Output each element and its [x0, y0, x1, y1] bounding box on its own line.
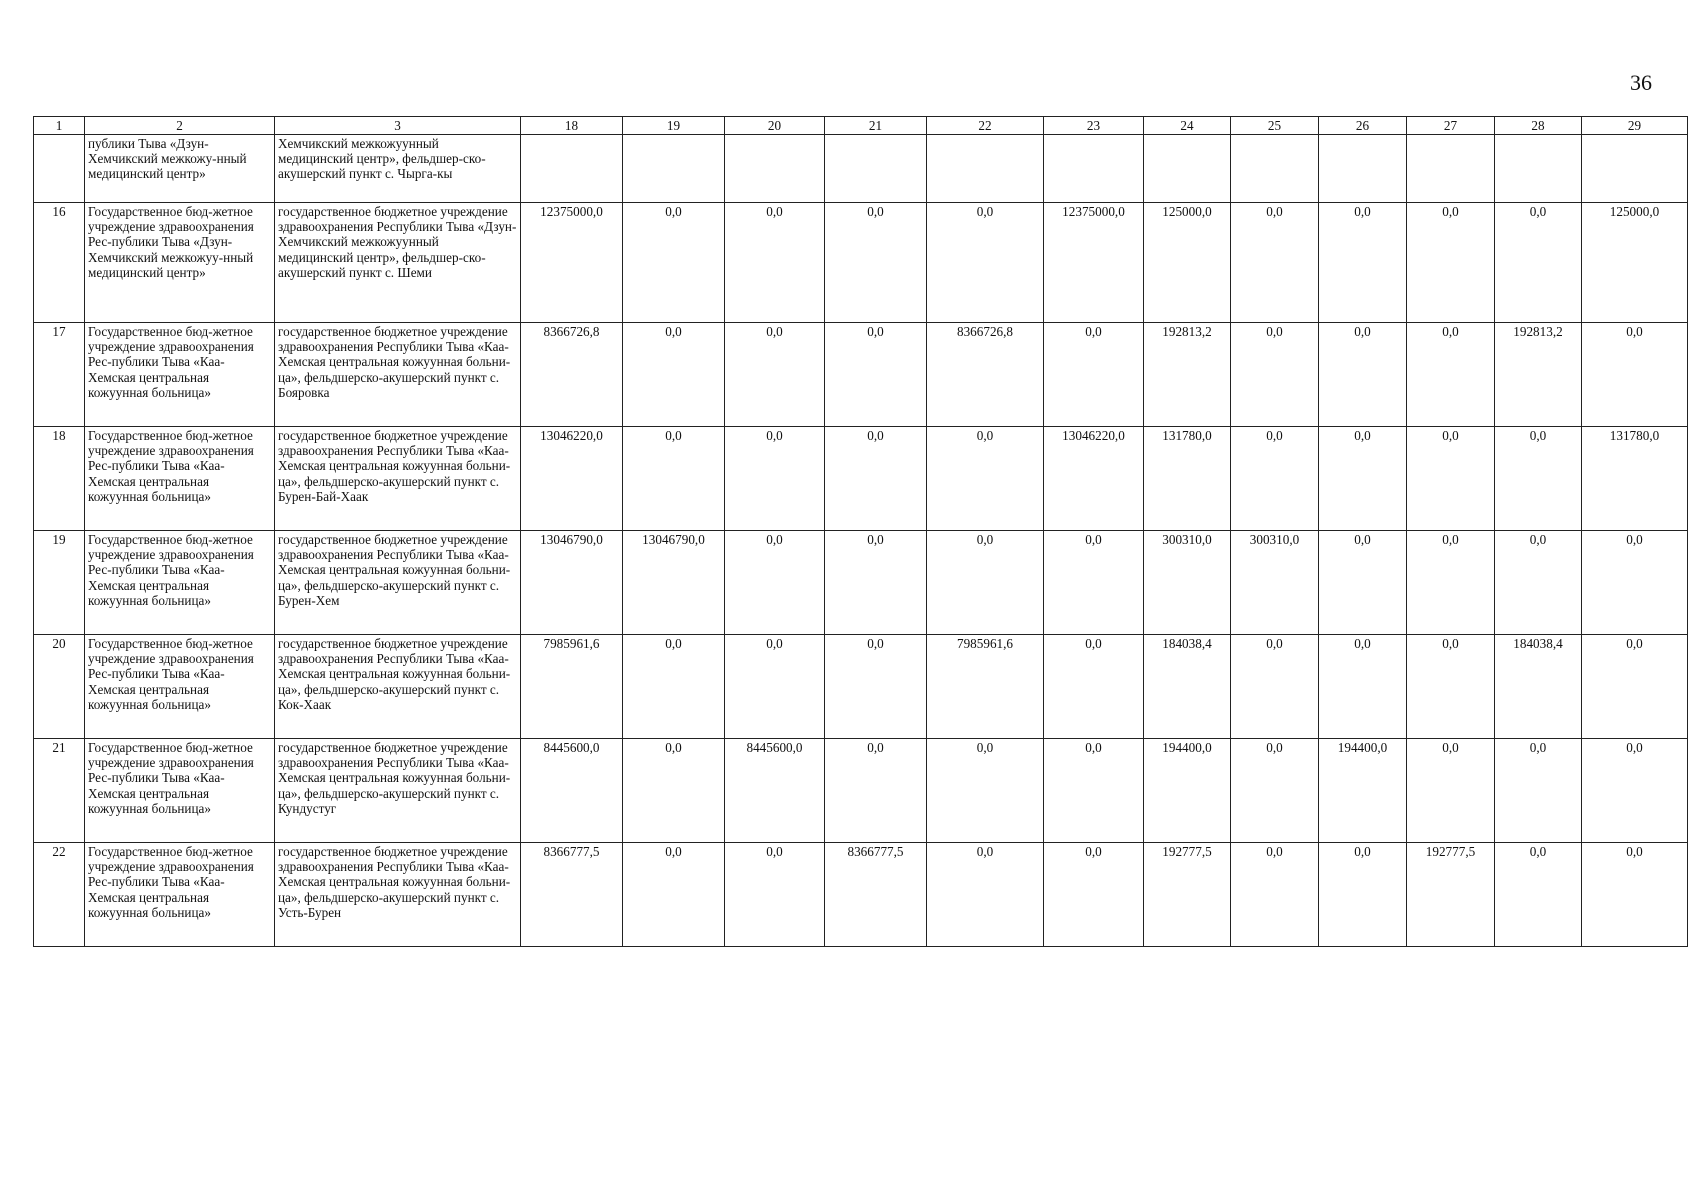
column-header: 27 [1407, 117, 1495, 135]
value-cell: 0,0 [1407, 739, 1495, 843]
value-cell: 8366777,5 [521, 843, 623, 947]
value-cell: 131780,0 [1582, 427, 1688, 531]
value-cell: 0,0 [1319, 531, 1407, 635]
row-number: 22 [34, 843, 85, 947]
column-header: 25 [1231, 117, 1319, 135]
value-cell [1582, 135, 1688, 203]
value-cell: 0,0 [825, 531, 927, 635]
row-number: 21 [34, 739, 85, 843]
value-cell [521, 135, 623, 203]
table-row [34, 135, 1688, 203]
object-cell: государственное бюджетное учреждение здравоохранения Республики Тыва «Каа-Хемская центральная кожуунная больни-ца», фельдшерско-акушерский пункт с. Усть-Бурен [275, 843, 521, 947]
recipient-cell: публики Тыва «Дзун-Хемчикский межкожу-нный медицинский центр» [85, 135, 275, 203]
recipient-cell: Государственное бюд-жетное учреждение здравоохранения Рес-публики Тыва «Каа-Хемская центральная кожуунная больница» [85, 635, 275, 739]
value-cell: 7985961,6 [927, 635, 1044, 739]
value-cell: 0,0 [1044, 843, 1144, 947]
column-header: 22 [927, 117, 1044, 135]
value-cell: 125000,0 [1582, 203, 1688, 323]
value-cell: 12375000,0 [1044, 203, 1144, 323]
column-header: 1 [34, 117, 85, 135]
value-cell [1144, 135, 1231, 203]
value-cell: 125000,0 [1144, 203, 1231, 323]
value-cell: 0,0 [1582, 843, 1688, 947]
value-cell: 0,0 [1582, 323, 1688, 427]
value-cell: 0,0 [825, 739, 927, 843]
value-cell: 0,0 [1582, 635, 1688, 739]
column-header: 21 [825, 117, 927, 135]
table-row [34, 843, 1688, 947]
table-row [34, 635, 1688, 739]
header-row [34, 117, 1688, 135]
value-cell: 0,0 [1319, 427, 1407, 531]
value-cell: 0,0 [725, 531, 825, 635]
value-cell: 7985961,6 [521, 635, 623, 739]
recipient-cell: Государственное бюд-жетное учреждение здравоохранения Рес-публики Тыва «Каа-Хемская центральная кожуунная больница» [85, 427, 275, 531]
table-row [34, 203, 1688, 323]
column-header: 19 [623, 117, 725, 135]
table-row [34, 427, 1688, 531]
value-cell: 0,0 [1231, 843, 1319, 947]
value-cell: 0,0 [1495, 531, 1582, 635]
table-row [34, 531, 1688, 635]
value-cell: 8445600,0 [521, 739, 623, 843]
value-cell: 192777,5 [1144, 843, 1231, 947]
row-number: 19 [34, 531, 85, 635]
value-cell: 131780,0 [1144, 427, 1231, 531]
value-cell: 0,0 [825, 203, 927, 323]
value-cell: 0,0 [623, 203, 725, 323]
row-number: 16 [34, 203, 85, 323]
recipient-cell: Государственное бюд-жетное учреждение здравоохранения Рес-публики Тыва «Каа-Хемская центральная кожуунная больница» [85, 843, 275, 947]
column-header: 28 [1495, 117, 1582, 135]
value-cell: 194400,0 [1144, 739, 1231, 843]
value-cell: 0,0 [1231, 427, 1319, 531]
value-cell: 0,0 [1407, 427, 1495, 531]
value-cell: 8366726,8 [521, 323, 623, 427]
row-number: 20 [34, 635, 85, 739]
value-cell: 0,0 [1044, 635, 1144, 739]
page-number: 36 [1630, 70, 1652, 95]
value-cell: 0,0 [927, 531, 1044, 635]
value-cell: 192777,5 [1407, 843, 1495, 947]
value-cell: 0,0 [1231, 739, 1319, 843]
value-cell: 0,0 [1319, 203, 1407, 323]
value-cell: 0,0 [1407, 323, 1495, 427]
value-cell: 0,0 [623, 427, 725, 531]
value-cell: 0,0 [825, 427, 927, 531]
value-cell [1407, 135, 1495, 203]
object-cell: государственное бюджетное учреждение здравоохранения Республики Тыва «Каа-Хемская центральная кожуунная больни-ца», фельдшерско-акушерский пункт с. Кундустуг [275, 739, 521, 843]
row-number: 17 [34, 323, 85, 427]
column-header: 2 [85, 117, 275, 135]
value-cell [623, 135, 725, 203]
object-cell: государственное бюджетное учреждение здравоохранения Республики Тыва «Каа-Хемская центральная кожуунная больни-ца», фельдшерско-акушерский пункт с. Кок-Хаак [275, 635, 521, 739]
column-header: 3 [275, 117, 521, 135]
value-cell: 0,0 [1231, 203, 1319, 323]
column-header: 18 [521, 117, 623, 135]
value-cell: 0,0 [1319, 843, 1407, 947]
value-cell: 0,0 [1319, 323, 1407, 427]
value-cell: 184038,4 [1495, 635, 1582, 739]
value-cell [927, 135, 1044, 203]
value-cell: 194400,0 [1319, 739, 1407, 843]
value-cell: 0,0 [623, 843, 725, 947]
value-cell: 0,0 [825, 323, 927, 427]
row-number: 18 [34, 427, 85, 531]
value-cell: 0,0 [1495, 203, 1582, 323]
value-cell: 0,0 [927, 203, 1044, 323]
value-cell: 0,0 [1407, 635, 1495, 739]
object-cell: государственное бюджетное учреждение здравоохранения Республики Тыва «Каа-Хемская центральная кожуунная больни-ца», фельдшерско-акушерский пункт с. Бояровка [275, 323, 521, 427]
value-cell: 0,0 [927, 427, 1044, 531]
value-cell: 0,0 [1231, 323, 1319, 427]
value-cell [1231, 135, 1319, 203]
column-header: 29 [1582, 117, 1688, 135]
value-cell: 8366726,8 [927, 323, 1044, 427]
recipient-cell: Государственное бюд-жетное учреждение здравоохранения Рес-публики Тыва «Каа-Хемская центральная кожуунная больница» [85, 531, 275, 635]
value-cell: 0,0 [825, 635, 927, 739]
recipient-cell: Государственное бюд-жетное учреждение здравоохранения Рес-публики Тыва «Каа-Хемская центральная кожуунная больница» [85, 323, 275, 427]
object-cell: государственное бюджетное учреждение здравоохранения Республики Тыва «Каа-Хемская центральная кожуунная больни-ца», фельдшерско-акушерский пункт с. Бурен-Хем [275, 531, 521, 635]
value-cell: 192813,2 [1495, 323, 1582, 427]
value-cell: 300310,0 [1144, 531, 1231, 635]
value-cell: 0,0 [725, 203, 825, 323]
table-row [34, 739, 1688, 843]
value-cell: 0,0 [725, 843, 825, 947]
value-cell: 0,0 [1495, 427, 1582, 531]
value-cell [825, 135, 927, 203]
value-cell: 300310,0 [1231, 531, 1319, 635]
value-cell [1044, 135, 1144, 203]
value-cell [1319, 135, 1407, 203]
object-cell: государственное бюджетное учреждение здравоохранения Республики Тыва «Дзун-Хемчикский межкожуунный медицинский центр», фельдшер-ско-акушерский пункт с. Шеми [275, 203, 521, 323]
value-cell: 192813,2 [1144, 323, 1231, 427]
value-cell: 0,0 [1582, 531, 1688, 635]
value-cell: 13046220,0 [521, 427, 623, 531]
value-cell: 0,0 [1407, 531, 1495, 635]
value-cell: 0,0 [1231, 635, 1319, 739]
value-cell: 13046790,0 [521, 531, 623, 635]
value-cell: 0,0 [1407, 203, 1495, 323]
value-cell: 0,0 [725, 427, 825, 531]
value-cell: 12375000,0 [521, 203, 623, 323]
object-cell: государственное бюджетное учреждение здравоохранения Республики Тыва «Каа-Хемская центральная кожуунная больни-ца», фельдшерско-акушерский пункт с. Бурен-Бай-Хаак [275, 427, 521, 531]
column-header: 20 [725, 117, 825, 135]
recipient-cell: Государственное бюд-жетное учреждение здравоохранения Рес-публики Тыва «Дзун-Хемчикский межкожуу-нный медицинский центр» [85, 203, 275, 323]
table-row [34, 323, 1688, 427]
value-cell: 0,0 [1044, 323, 1144, 427]
value-cell: 0,0 [725, 323, 825, 427]
value-cell: 0,0 [1044, 531, 1144, 635]
value-cell: 13046220,0 [1044, 427, 1144, 531]
value-cell: 8366777,5 [825, 843, 927, 947]
value-cell: 0,0 [725, 635, 825, 739]
value-cell: 13046790,0 [623, 531, 725, 635]
value-cell: 0,0 [623, 739, 725, 843]
column-header: 26 [1319, 117, 1407, 135]
value-cell: 8445600,0 [725, 739, 825, 843]
object-cell: Хемчикский межкожуунный медицинский центр», фельдшер-ско-акушерский пункт с. Чырга-кы [275, 135, 521, 203]
value-cell: 0,0 [927, 739, 1044, 843]
value-cell [1495, 135, 1582, 203]
value-cell: 0,0 [927, 843, 1044, 947]
value-cell: 0,0 [1495, 739, 1582, 843]
row-number [34, 135, 85, 203]
value-cell: 184038,4 [1144, 635, 1231, 739]
column-header: 24 [1144, 117, 1231, 135]
value-cell [725, 135, 825, 203]
value-cell: 0,0 [1495, 843, 1582, 947]
value-cell: 0,0 [1582, 739, 1688, 843]
value-cell: 0,0 [1044, 739, 1144, 843]
budget-table [33, 116, 1688, 947]
value-cell: 0,0 [623, 323, 725, 427]
recipient-cell: Государственное бюд-жетное учреждение здравоохранения Рес-публики Тыва «Каа-Хемская центральная кожуунная больница» [85, 739, 275, 843]
column-header: 23 [1044, 117, 1144, 135]
value-cell: 0,0 [623, 635, 725, 739]
value-cell: 0,0 [1319, 635, 1407, 739]
table-body [34, 117, 1688, 947]
